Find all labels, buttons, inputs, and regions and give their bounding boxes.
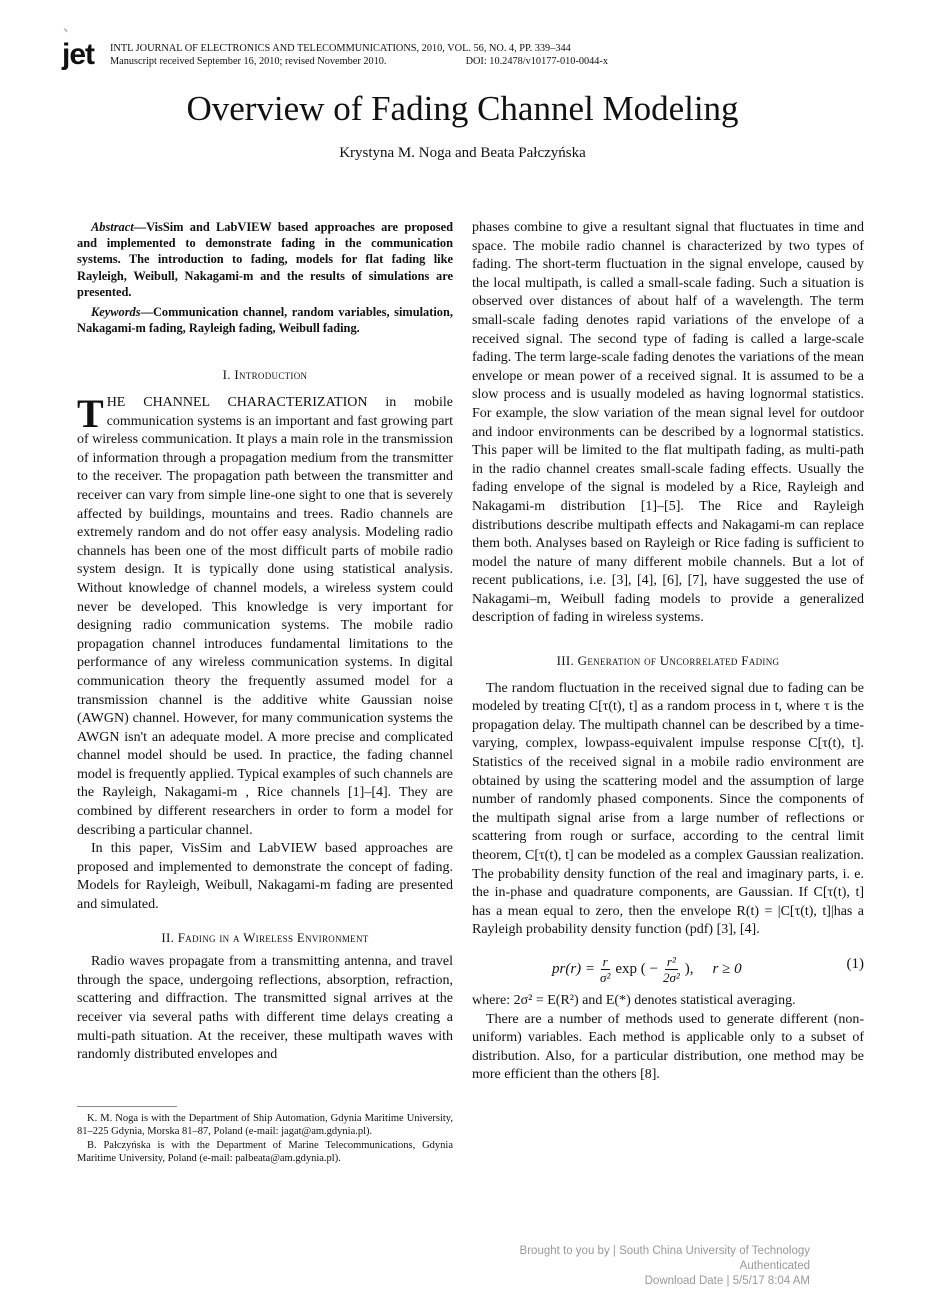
section-heading: II. Fading in a Wireless Environment [161, 929, 369, 945]
equation-number: (1) [846, 955, 864, 972]
eq-exp: exp ( − [615, 960, 658, 977]
received-date: Manuscript received September 16, 2010; revised November 2010. [110, 56, 387, 67]
footnotes [77, 1112, 453, 1165]
right-column [472, 219, 864, 1289]
eq-condition: r ≥ 0 [712, 960, 742, 977]
abstract-text: —VisSim and LabVIEW based approaches are proposed and implemented to demonstrate fading in the communication systems. The introduction to fading, models for flat fading like Rayleigh, Weibull, Nakagami-m and the results of simulations are presented. [77, 220, 453, 299]
footnote: B. Pałczyńska is with the Department of Marine Telecommunications, Gdynia Maritime University, Poland (e-mail: palbeata@am.gdynia.pl). [77, 1139, 453, 1164]
journal-logo [62, 27, 95, 71]
paper-title: Overview of Fading Channel Modeling [186, 89, 739, 128]
left-column [77, 219, 453, 1165]
fading-section [77, 929, 453, 1065]
paragraph: Radio waves propagate from a transmitting antenna, and travel through the space, undergoing reflections, absorption, refraction, scattering and diffraction. The transmitted signal arrives at the receiver via several paths with different time delays creating a multi-path situation. At the receiver, these multipath waves with randomly distributed envelopes and [77, 954, 453, 1063]
fading-section-continued [472, 219, 864, 628]
drop-cap: T [77, 391, 104, 437]
doi: DOI: 10.2478/v10177-010-0044-x [465, 56, 608, 67]
journal-header: INTL JOURNAL OF ELECTRONICS AND TELECOMMUNICATIONS, 2010, VOL. 56, NO. 4, PP. 339–344 [110, 43, 571, 54]
provider-line: Brought to you by | South China University of Technology [519, 1245, 810, 1257]
paragraph: HE CHANNEL CHARACTERIZATION in mobile communication systems is an important and fast growing part of wireless communication. It plays a main role in the transmission of information through a propagation medium from the transmitter to the receiver. The propagation path between the transmitter and receiver can vary from simple line-one sight to one that is severely affected by buildings, mountains and trees. Radio channels are extremely random and do not offer easy analysis. Modeling radio channels has been one of the most difficult parts of mobile radio system design. It is typically done using statistical analysis. Without knowledge of channel models, a wireless system could never be developed. This knowledge is very important for designing radio communication systems. The mobile radio propagation channel introduces fundamental limitations to the performance of any wireless communication systems. In digital communication theory the frequently assumed model for a transmission channel is the additive white Gaussian noise (AWGN) channel. However, for many communication systems the AWGN isn't an adequate model. A more precise and complicated channel model should be used. In practice, the fading channel model is frequently applied. Typical examples of such channels are the Rayleigh, Nakagami-m , Rice channels [1]–[4]. They are combined by different researchers in order to form a model for describing a particular channel. [77, 395, 453, 838]
eq-close: ), [684, 960, 694, 977]
logo-text: jet [62, 38, 95, 71]
eq-lhs: pr(r) = [552, 960, 596, 977]
download-date: Download Date | 5/5/17 8:04 AM [644, 1275, 810, 1287]
eq-denominator: 2σ² [662, 969, 680, 985]
generation-section-continued [472, 992, 864, 1085]
auth-line: Authenticated [739, 1260, 810, 1272]
footnote-area [77, 1096, 453, 1165]
paragraph: In this paper, VisSim and LabVIEW based approaches are proposed and implemented to demonstrate the concept of fading. Models for Rayleigh, Weibull, Nakagami-m fading are presented and simulated. [77, 841, 453, 913]
abstract [77, 219, 453, 340]
eq-numerator: r [602, 953, 608, 969]
abstract-label: Abstract [91, 220, 134, 234]
download-watermark [472, 1224, 864, 1289]
section-heading: I. Introduction [222, 367, 308, 383]
introduction-section [77, 366, 453, 914]
footnote: K. M. Noga is with the Department of Ship Automation, Gdynia Maritime University, 81–225 Gdynia, Morska 81–87, Poland (e-mail: jagat@am.gdynia.pl). [77, 1113, 453, 1138]
authors: Krystyna M. Noga and Beata Pałczyńska [339, 145, 586, 161]
paragraph: phases combine to give a resultant signal that fluctuates in time and space. The mobile radio channel is characterized by two types of fading. The short-term fluctuation in the signal envelope, caused by the local multipath, is called a small-scale fading. Such a situation is observed over distances of about half of a wavelength. The term small-scale fading denotes rapid variations of the envelope of a received signal. The second type of fading is called a large-scale fading. The term large-scale fading denotes the variations of the mean envelope or mean power of a received signal. It is assumed to be a slow process and is usually modeled as having lognormal statistics. For example, the slow variation of the mean signal level for outdoor and indoor environments can be described by a lognormal statistics. This paper will be limited to the flat multipath fading, as multi-path in the radio channel creates small-scale fading effects. Usually the fading envelope of the signal is modeled by a Rice, Rayleigh and Nakagami-m distribution [1]–[5]. The Rice and Rayleigh distributions describe multipath effects and Nakagami-m can replace them both. Analyses based on Rayleigh or Rice fading is sufficient to model the nature of many different mobile channels. But a lot of recent publications, i.e. [3], [4], [6], [7], have suggested the use of Nakagami–m, Weibull fading models to provide a generalized description of fading in wireless systems. [472, 220, 864, 626]
eq-numerator: r² [666, 953, 676, 969]
equation-1 [472, 950, 864, 990]
section-heading: III. Generation of Uncorrelated Fading [556, 653, 780, 669]
generation-section [472, 652, 864, 940]
keywords-label: Keywords [91, 305, 141, 320]
paragraph: The random fluctuation in the received signal due to fading can be modeled by treating C[τ(t), t] as a random process in t, where τ is the propagation delay. The multipath channel can be described by a time-varying, complex, lowpass-equivalent impulse response C[τ(t), t]. Statistics of the received signal in a mobile radio environment are obtained by using the scattering model and the assumption of large number of randomly phased components. Since the components of the multipath signal arise from a large number of reflections or scattering from rough or surface, according to the central limit theorem, C[τ(t), t] can be modeled as a complex Gaussian realization. The probability density function of the real and imaginary parts, i. e. the in-phase and quadrature components, are Gaussian. If C[τ(t), t] has a mean equal to zero, then the envelope R(t) = |C[τ(t), t]|has a Rayleigh probability density function (pdf) [3], [4]. [472, 680, 864, 938]
keywords-text: —Communication channel, random variables, simulation, Nakagami-m fading, Rayleigh fading, Weibull fading. [77, 305, 453, 336]
paragraph: where: 2σ² = E(R²) and E(*) denotes statistical averaging. [472, 992, 796, 1008]
manuscript-info [110, 55, 608, 68]
eq-denominator: σ² [600, 969, 611, 985]
footnote-divider [77, 1106, 177, 1107]
signal-icon: ◝ [64, 27, 67, 36]
paragraph: There are a number of methods used to generate different (non-uniform) variables. Each method is applicable only to a subset of distribution. Also, for a particular distribution, one method may be more efficient than the others [8]. [472, 1011, 864, 1083]
